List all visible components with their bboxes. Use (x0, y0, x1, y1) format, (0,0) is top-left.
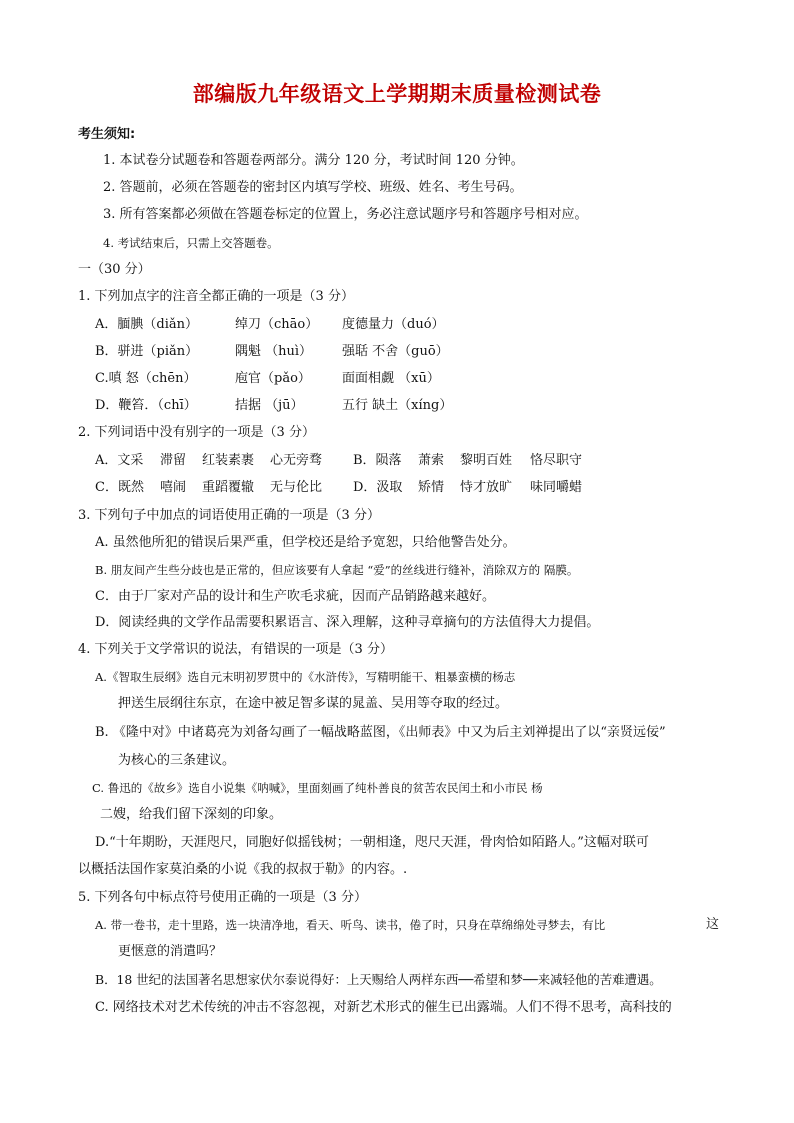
question-stem: 3. 下列句子中加点的词语使用正确的一项是（3 分） (78, 508, 380, 523)
word-item: A．文采 (95, 453, 144, 468)
word-item: 无与伦比 (270, 480, 323, 495)
question-stem: 5. 下列各句中标点符号使用正确的一项是（3 分） (78, 890, 367, 905)
option-text: 面面相觑 （xū） (342, 371, 440, 386)
option-text: 这 (706, 917, 720, 932)
option-text: B．18 世纪的法国著名思想家伏尔泰说得好：上天赐给人两样东西──希望和梦──来减轻他的苦难遭遇。 (95, 972, 662, 987)
word-item: 嘻闹 (160, 480, 187, 495)
word-item: 黎明百姓 (460, 453, 513, 468)
option-text: 度德量力（duó） (342, 317, 445, 332)
option-text: D.“十年期盼，天涯咫尺，同胞好似摇钱树；一朝相逢，咫尺天涯，骨肉恰如陌路人。”这幅对联可 (95, 835, 649, 850)
question-stem: 4. 下列关于文学常识的说法，有错误的一项是（3 分） (78, 642, 393, 657)
option-text: C. 网络技术对艺术传统的冲击不容忽视，对新艺术形式的催生已出露端。人们不得不思考，高科技的 (95, 1000, 672, 1015)
question-stem: 2. 下列词语中没有别字的一项是（3 分） (78, 425, 315, 440)
word-item: C．既然 (95, 480, 144, 495)
word-item: 矫情 (418, 480, 445, 495)
option-text: 绰刀（chāo） (235, 317, 319, 332)
option-text: 更惬意的消遣吗？ (118, 944, 223, 959)
word-item: 萧索 (418, 453, 445, 468)
option-text: 以概括法国作家莫泊桑的小说《我的叔叔于勒》的内容。. (78, 862, 408, 877)
word-item: D．汲取 (353, 480, 403, 495)
page-title: 部编版九年级语文上学期期末质量检测试卷 (192, 82, 602, 106)
option-text: C．由于厂家对产品的设计和生产吹毛求疵，因而产品销路越来越好。 (95, 589, 495, 604)
option-text: 庖官（pǎo） (235, 371, 311, 386)
notice-item: 1. 本试卷分试题卷和答题卷两部分。满分 120 分，考试时间 120 分钟。 (103, 153, 524, 168)
option-text: 为核心的三条建议。 (118, 753, 236, 768)
notice-item: 4. 考试结束后，只需上交答题卷。 (103, 236, 279, 250)
word-item: 恪尽职守 (530, 453, 583, 468)
word-item: 滞留 (160, 453, 187, 468)
option-text: 押送生辰纲往东京，在途中被足智多谋的晁盖、吴用等夺取的经过。 (118, 696, 509, 711)
option-text: 隅魁 （huì） (235, 344, 313, 359)
notice-heading: 考生须知: (78, 127, 136, 142)
option-text: A.《智取生辰纲》选自元末明初罗贯中的《水浒传》，写精明能干、粗暴蛮横的杨志 (95, 670, 516, 684)
word-item: 红装素裹 (202, 453, 255, 468)
option-text: C. 鲁迅的《故乡》选自小说集《呐喊》，里面刻画了纯朴善良的贫苦农民闰土和小市民 杨 (92, 781, 543, 795)
word-item: 心无旁骛 (270, 453, 323, 468)
option-text: B. 《隆中对》中诸葛亮为刘备勾画了一幅战略蓝图，《出师表》中又为后主刘禅提出了以“亲贤远佞” (95, 725, 666, 740)
word-item: 重蹈覆辙 (202, 480, 255, 495)
section-heading: 一（30 分） (78, 262, 151, 277)
question-stem: 1. 下列加点字的注音全都正确的一项是（3 分） (78, 289, 354, 304)
word-item: B．陨落 (353, 453, 402, 468)
option-text: 二嫂，给我们留下深刻的印象。 (100, 807, 283, 822)
option-text: C.嗔 怒（chēn） (95, 371, 197, 386)
option-text: B．骈进（piǎn） (95, 344, 199, 359)
option-text: 强聒 不舍（guō） (342, 344, 449, 359)
option-text: D．阅读经典的文学作品需要积累语言、深入理解，这种寻章摘句的方法值得大力提倡。 (95, 615, 600, 630)
option-text: A. 带一卷书，走十里路，选一块清净地，看天、听鸟、读书，倦了时，只身在草绵绵处寻梦去，有比 (95, 918, 606, 932)
option-text: B. 朋友间产生些分歧也是正常的，但应该要有人拿起 “爱”的丝线进行缝补，消除双方的 隔膜。 (95, 563, 579, 577)
notice-item: 3. 所有答案都必须做在答题卷标定的位置上，务必注意试题序号和答题序号相对应。 (103, 207, 588, 222)
option-text: 五行 缺土（xíng） (342, 398, 453, 413)
notice-item: 2. 答题前，必须在答题卷的密封区内填写学校、班级、姓名、考生号码。 (103, 180, 523, 195)
option-text: A. 虽然他所犯的错误后果严重，但学校还是给予宽恕，只给他警告处分。 (95, 535, 516, 550)
option-text: 拮据 （jū） (235, 398, 304, 413)
word-item: 恃才放旷 (460, 480, 513, 495)
option-text: D．鞭笞．（chī） (95, 398, 197, 413)
option-text: A．腼腆（diǎn） (95, 317, 198, 332)
word-item: 味同嚼蜡 (530, 480, 583, 495)
